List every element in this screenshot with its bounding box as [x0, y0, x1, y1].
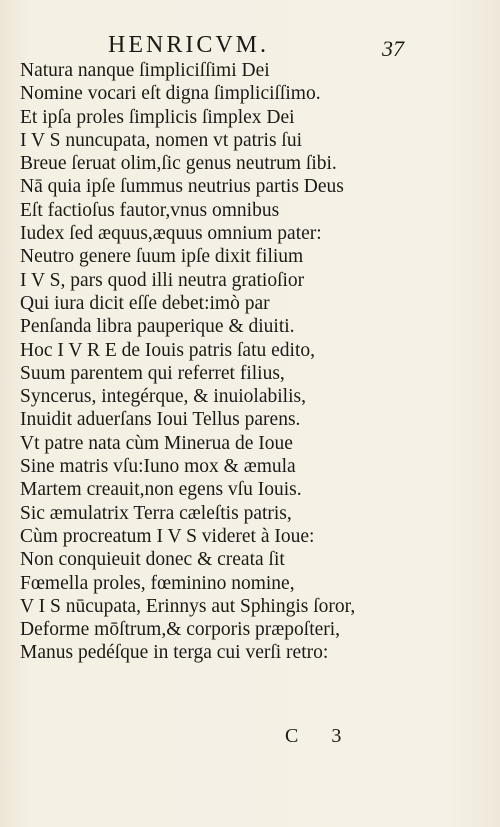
verse-line: Breue ſeruat olim,ſic genus neutrum ſibi. — [20, 153, 337, 175]
verse-line: I V S nuncupata, nomen vt patris ſui — [20, 129, 302, 151]
verse-line: Cùm procreatum I V S videret à Ioue: — [20, 525, 315, 547]
verse-line: Neutro genere ſuum ipſe dixit filium — [20, 246, 304, 268]
verse-line: Qui iura dicit eſſe debet:imò par — [20, 292, 270, 314]
verse-line: Syncerus, integérque, & inuiolabilis, — [20, 386, 306, 408]
verse-line: Martem creauit,non egens vſu Iouis. — [20, 479, 302, 501]
running-head: HENRICVM. — [108, 32, 270, 58]
verse-line: Nā quia ipſe ſummus neutrius partis Deus — [20, 176, 344, 198]
verse-line: Eſt factioſus fautor,vnus omnibus — [20, 199, 280, 221]
verse-line: Iudex ſed æquus,æquus omnium pater: — [20, 223, 322, 245]
verse-line: Suum parentem qui referret filius, — [20, 362, 285, 384]
verse-line: Natura nanque ſimpliciſſimi Dei — [20, 60, 270, 81]
verse-line: Sic æmulatrix Terra cæleſtis patris, — [20, 502, 292, 524]
verse-line: Non conquieuit donec & creata ſit — [20, 549, 285, 571]
verse-text — [20, 59, 420, 665]
page-footer — [0, 725, 500, 755]
verse-line: Sine matris vſu:Iuno mox & æmula — [20, 456, 296, 478]
verse-line: Penſanda libra pauperique & diuiti. — [20, 316, 295, 338]
verse-line: Inuidit aduerſans Ioui Tellus parens. — [20, 409, 301, 431]
page-number: 37 — [382, 36, 404, 61]
signature-mark: C 3 — [285, 725, 356, 747]
verse-line: Et ipſa proles ſimplicis ſimplex Dei — [20, 106, 295, 128]
verse-line: Vt patre nata cùm Mineruа de Ioue — [20, 432, 293, 454]
verse-line: Deforme mōſtrum,& corporis præpoſteri, — [20, 619, 341, 641]
verse-line: Fœmella proles, fœminino nomine, — [20, 572, 295, 594]
verse-line: Nomine vocari eſt digna ſimpliciſſimo. — [20, 83, 321, 105]
verse-line: V I S nūcupata, Erinnys aut Sphingis ſoror, — [20, 595, 356, 617]
verse-line: Hoc I V R E de Iouis patris ſatu edito, — [20, 339, 315, 361]
verse-line: Manus pedéſque in terga cui verſi retro: — [20, 642, 329, 664]
verse-line: I V S, pars quod illi neutra gratioſior — [20, 269, 305, 291]
